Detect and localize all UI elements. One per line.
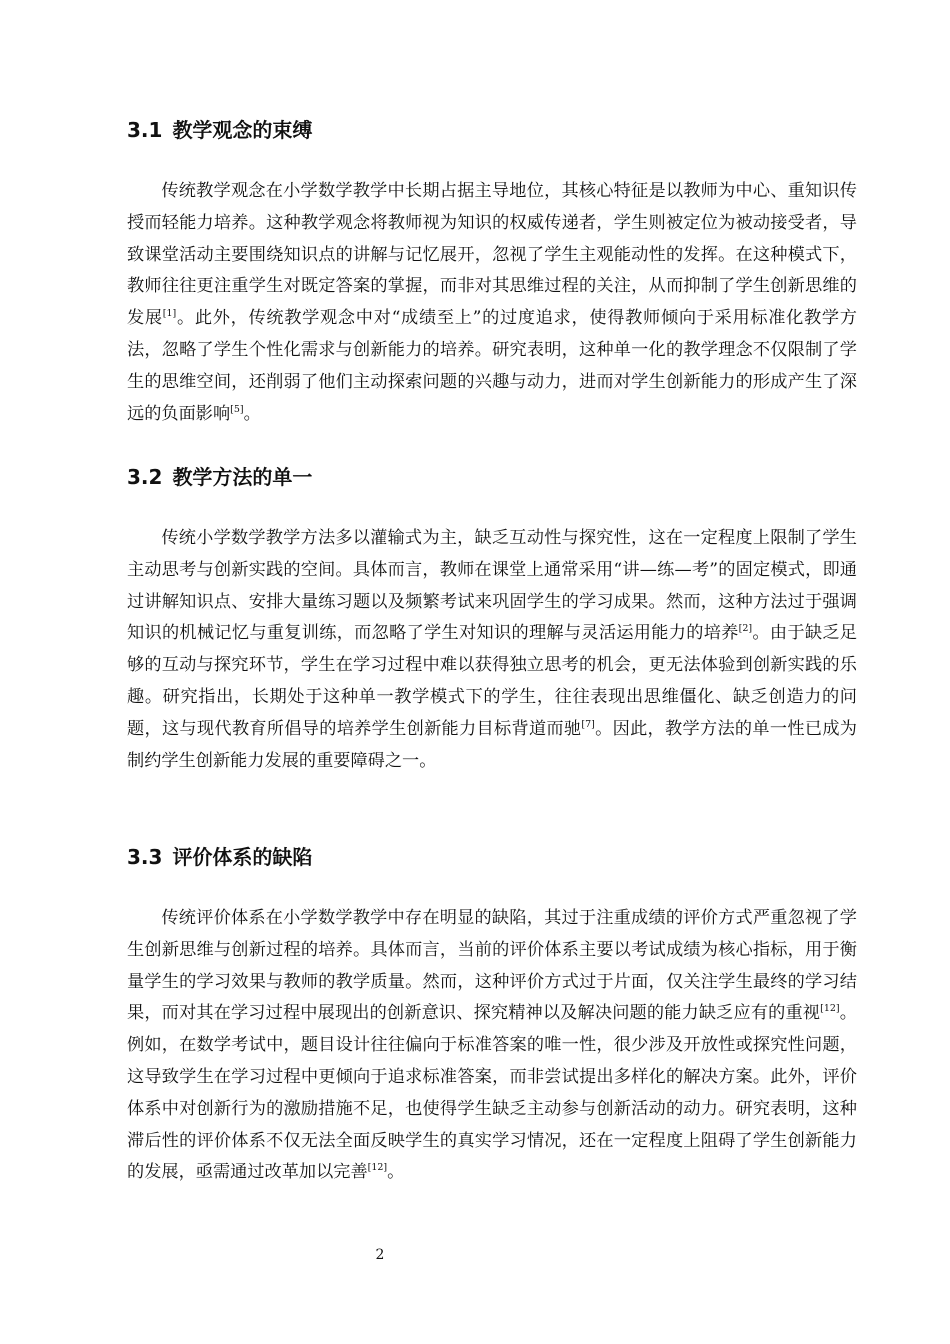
- paragraph-text: 。因此，教学方法的单一性已成为制约学生创新能力发展的重要障碍之一。: [127, 718, 857, 771]
- citation-ref: [12]: [820, 1003, 840, 1015]
- section-paragraph: [127, 176, 857, 430]
- paragraph-text: 。此外，传统教学观念中对“成绩至上”的过度追求，使得教师倾向于采用标准化教学方法，忽略了学生个性化需求与创新能力的培养。研究表明，这种单一化的教学理念不仅限制了学生的思维空间，还削弱了他们主动探索问题的兴趣与动力，进而对学生创新能力的形成产生了深远的负面影响: [127, 308, 857, 424]
- section-heading: [127, 116, 857, 144]
- section-3-1: [127, 116, 857, 424]
- page-number: 2: [375, 1247, 385, 1263]
- section-paragraph: [127, 903, 857, 1189]
- section-title: 教学观念的束缚: [172, 118, 313, 142]
- paragraph-text: 。由于缺乏足够的互动与探究环节，学生在学习过程中难以获得独立思考的机会，更无法体验到创新实践的乐趣。研究指出，长期处于这种单一教学模式下的学生，往往表现出思维僵化、缺乏创造力的问题，这与现代教育所倡导的培养学生创新能力目标背道而驰: [127, 623, 857, 739]
- section-title: 教学方法的单一: [172, 465, 313, 489]
- paragraph-text: 。例如，在数学考试中，题目设计往往偏向于标准答案的唯一性，很少涉及开放性或探究性问题，这导致学生在学习过程中更倾向于追求标准答案，而非尝试提出多样化的解决方案。此外，评价体系中对创新行为的激励措施不足，也使得学生缺乏主动参与创新活动的动力。研究表明，这种滞后性的评价体系不仅无法全面反映学生的真实学习情况，还在一定程度上阻碍了学生创新能力的发展，亟需通过改革加以完善: [127, 1003, 857, 1183]
- section-3-2: [127, 463, 857, 771]
- section-title: 评价体系的缺陷: [172, 845, 313, 869]
- section-number: 3.1: [127, 118, 163, 142]
- citation-ref: [2]: [738, 623, 753, 635]
- paragraph-text: 。: [243, 403, 261, 424]
- paragraph-text: 。: [387, 1162, 405, 1183]
- section-paragraph: [127, 523, 857, 777]
- paragraph-text: 传统教学观念在小学数学教学中长期占据主导地位，其核心特征是以教师为中心、重知识传授而轻能力培养。这种教学观念将教师视为知识的权威传递者，学生则被定位为被动接受者，导致课堂活动主要围绕知识点的讲解与记忆展开，忽视了学生主观能动性的发挥。在这种模式下，教师往往更注重学生对既定答案的掌握，而非对其思维过程的关注，从而抑制了学生创新思维的发展: [127, 181, 857, 329]
- section-number: 3.3: [127, 845, 163, 869]
- section-number: 3.2: [127, 465, 163, 489]
- citation-ref: [5]: [230, 403, 244, 415]
- paragraph-text: 传统评价体系在小学数学教学中存在明显的缺陷，其过于注重成绩的评价方式严重忽视了学生创新思维与创新过程的培养。具体而言，当前的评价体系主要以考试成绩为核心指标，用于衡量学生的学习效果与教师的教学质量。然而，这种评价方式过于片面，仅关注学生最终的学习结果，而对其在学习过程中展现出的创新意识、探究精神以及解决问题的能力缺乏应有的重视: [127, 908, 857, 1024]
- citation-ref: [12]: [367, 1162, 388, 1174]
- section-3-3: [127, 843, 857, 1183]
- section-heading: [127, 843, 857, 871]
- citation-ref: [1]: [162, 308, 177, 320]
- section-heading: [127, 463, 857, 491]
- paragraph-text: 传统小学数学教学方法多以灌输式为主，缺乏互动性与探究性，这在一定程度上限制了学生主动思考与创新实践的空间。具体而言，教师在课堂上通常采用“讲—练—考”的固定模式，即通过讲解知识点、安排大量练习题以及频繁考试来巩固学生的学习成果。然而，这种方法过于强调知识的机械记忆与重复训练，而忽略了学生对知识的理解与灵活运用能力的培养: [127, 528, 857, 644]
- citation-ref: [7]: [581, 718, 595, 730]
